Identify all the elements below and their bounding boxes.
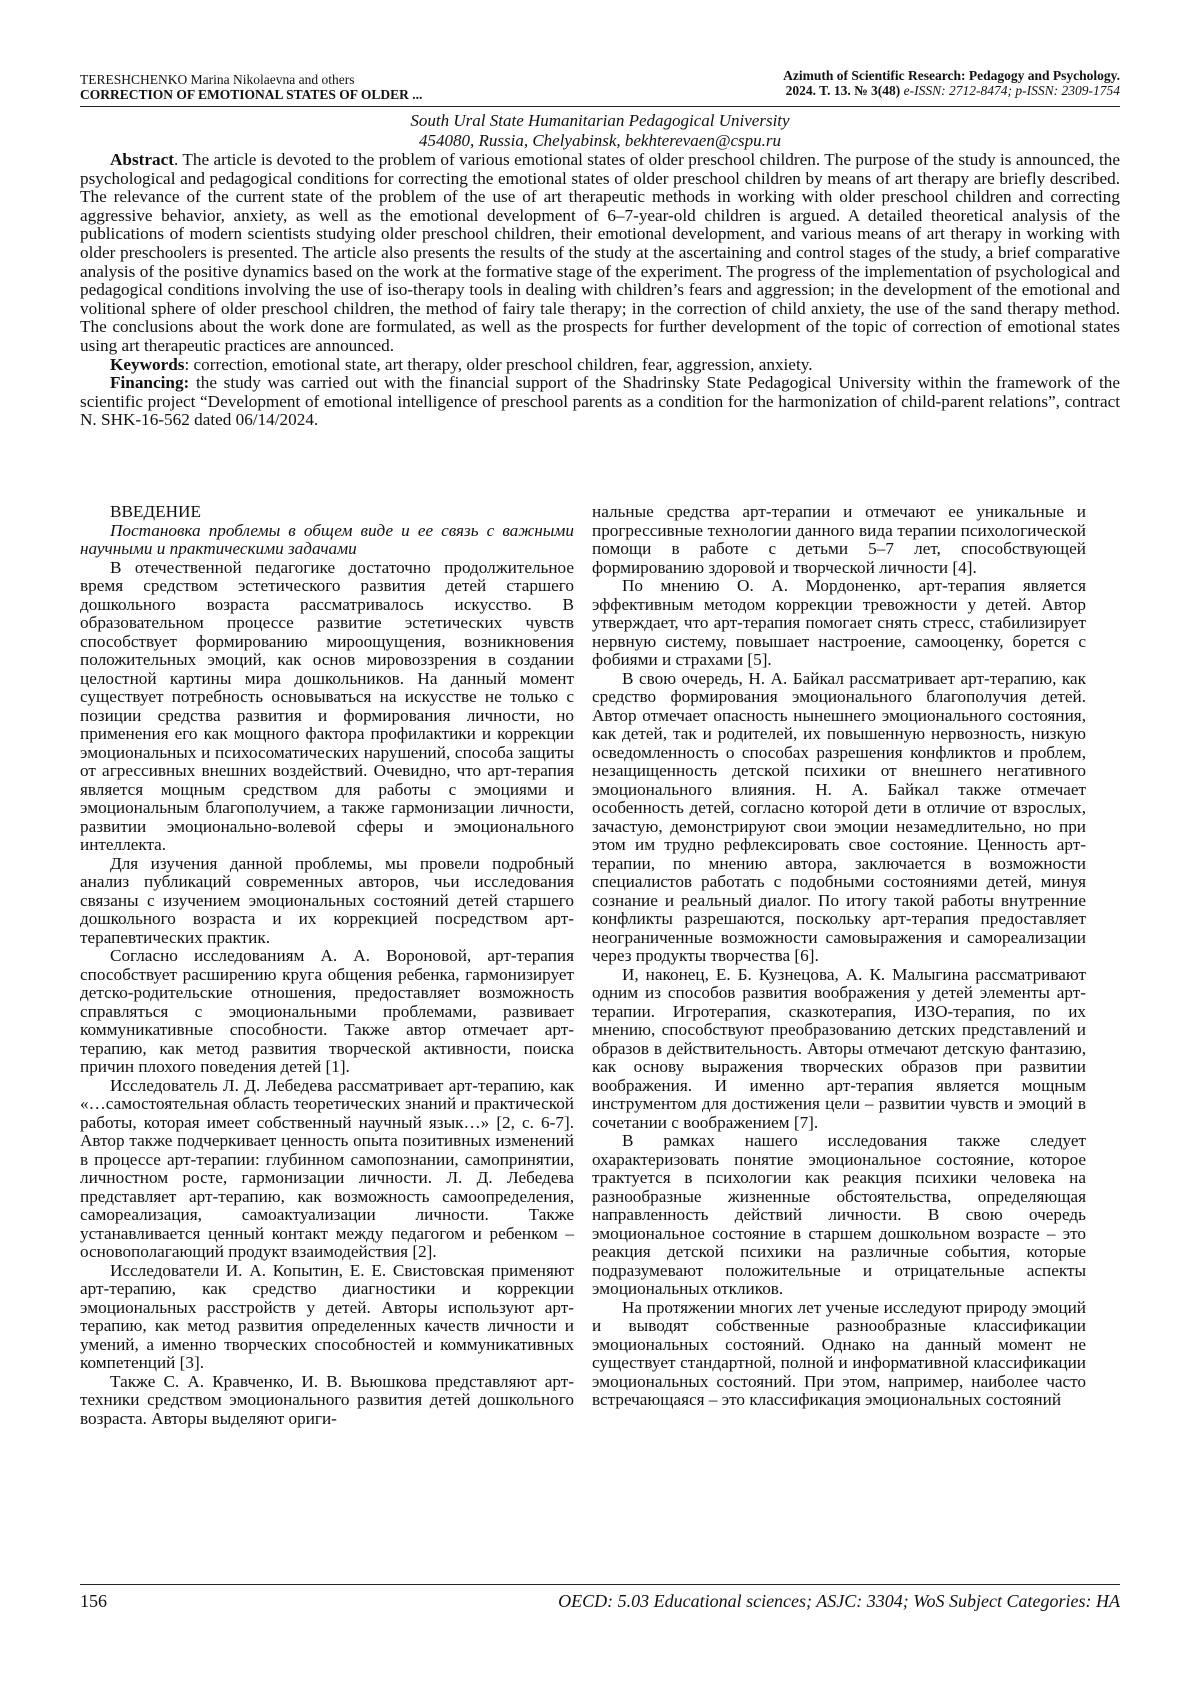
body-paragraph: В отечественной педагогике достаточно продолжительное время средством эстетического развития детей старшего дошкольного возраста рассматривалось искусство. В образовательном процессе развитие эстетических чувств способствует формированию мироощущения, возникновения положительных эмоций, как основ мировоззрения в создании целостной картины мира дошкольников. На данный момент существует потребность основываться на искусстве не только с позиции средства развития и формирования личности, но применения его как мощного фактора профилактики и коррекции эмоциональных и психосоматических нарушений, способа защиты от агрессивных внешних воздействий. Очевидно, что арт-терапия является мощным средством для работы с эмоциями и эмоциональным благополучием, а также гармонизации личности, развитии эмоционально-волевой сферы и эмоционального интеллекта. [80, 557, 574, 854]
body-paragraph: По мнению О. А. Мордоненко, арт-терапия является эффективным методом коррекции тревожности у детей. Автор утверждает, что арт-терапия помогает снять стресс, стабилизирует нервную систему, повышает настроение, самооценку, борется с фобиями и страхами [5]. [592, 576, 1086, 669]
abstract-paragraph [80, 151, 1120, 356]
body-paragraph: Согласно исследованиям А. А. Вороновой, арт-терапия способствует расширению круга общения ребенка, гармонизирует детско-родительские отношения, предоставляет возможность справляться с эмоциональными проблемами, развивает коммуникативные способности. Также автор отмечает арт-терапию, как метод развития творческой активности, поиска причин плохого поведения детей [1]. [80, 946, 574, 1076]
body-paragraph: И, наконец, Е. Б. Кузнецова, А. К. Малыгина рассматривают одним из способов развития воображения у детей элементы арт-терапии. Игротерапия, сказкотерапия, ИЗО-терапия, по их мнению, способствуют преобразованию детских представлений и образов в действительность. Авторы отмечают детскую фантазию, как основу выражения творческих образов при развитии воображения. И именно арт-терапия является мощным инструментом для достижения цели – развитии чувств и эмоций в сочетании с воображением [7]. [592, 964, 1086, 1132]
body-paragraph: На протяжении многих лет ученые исследуют природу эмоций и выводят собственные разнообразные классификации эмоциональных состояний. Однако на данный момент не существует стандартной, полной и информативной классификации эмоциональных состояний. При этом, например, наиболее часто встречающаяся – это классификация эмоциональных состояний [592, 1297, 1086, 1409]
page-number: 156 [80, 1591, 107, 1611]
header-left [80, 72, 422, 102]
header-article-title: CORRECTION OF EMOTIONAL STATES OF OLDER ... [80, 87, 423, 102]
body-column-right [592, 503, 1086, 1410]
body-paragraph-continued: нальные средства арт-терапии и отмечают ее уникальные и прогрессивные технологии данного вида терапии психологической помощи в работе с детьми 5–7 лет, способствующей формированию здоровой и творческой личности [4]. [592, 502, 1086, 577]
body-paragraph: Исследователь Л. Д. Лебедева рассматривает арт-терапию, как «…самостоятельная область теоретических знаний и практической работы, которая имеет собственный научный язык…» [2, с. 6-7]. Автор также подчеркивает ценность опыта позитивных изменений в процессе арт-терапии: глубинном самопознании, самопринятии, личностном росте, гармонизации личности. Л. Д. Лебедева представляет арт-терапию, как возможность самоопределения, самореализация, самоактуализации личности. Также устанавливается ценный контакт между педагогом и ребенком – основополагающий продукт взаимодействия [2]. [80, 1075, 574, 1261]
keywords-label: Keywords [110, 354, 185, 374]
header-volume: 2024. T. 13. № 3(48) [785, 83, 901, 98]
header-journal: Azimuth of Scientific Research: Pedagogy and Psychology. [783, 68, 1120, 83]
keywords-paragraph [80, 356, 1120, 375]
running-header [80, 66, 1120, 107]
page-footer [80, 1584, 1120, 1615]
keywords-text: : correction, emotional state, art therapy, older preschool children, fear, aggression, anxiety. [184, 354, 813, 374]
body-paragraph: Также С. А. Кравченко, И. В. Вьюшкова представляют арт-техники средством эмоционального развития детей дошкольного возраста. Авторы выделяют ориги- [80, 1371, 574, 1428]
header-authors: TERESHCHENKO Marina Nikolaevna and others [80, 72, 355, 87]
header-volume-line [783, 83, 1120, 98]
affiliation [80, 111, 1120, 151]
affiliation-university: South Ural State Humanitarian Pedagogical University [410, 111, 790, 130]
section-title: ВВЕДЕНИЕ [110, 502, 201, 521]
header-right [783, 68, 1120, 98]
header-issn: e-ISSN: 2712-8474; p-ISSN: 2309-1754 [903, 83, 1120, 98]
body-paragraph: Для изучения данной проблемы, мы провели подробный анализ публикаций современных авторов, чьи исследования связаны с изучением эмоциональных состояний детей старшего дошкольного возраста и их коррекцией посредством арт-терапевтических практик. [80, 853, 574, 947]
financing-paragraph [80, 374, 1120, 430]
abstract-block [80, 151, 1120, 430]
body-column-left [80, 503, 574, 1428]
abstract-text: . The article is devoted to the problem of various emotional states of older preschool children. The purpose of the study is announced, the psychological and pedagogical conditions for correcting the emotional states of older preschool children by means of art therapy are briefly described. The relevance of the current state of the problem of the use of art therapeutic methods in working with older preschool children and correcting aggressive behavior, anxiety, as well as the emotional development of 6–7-year-old children is argued. A detailed theoretical analysis of the publications of modern scientists studying older preschool children, their emotional development, and various means of art therapy in working with older preschoolers is presented. The article also presents the results of the study at the ascertaining and control stages of the study, a brief comparative analysis of the positive dynamics based on the work at the formative stage of the experiment. The progress of the implementation of psychological and pedagogical conditions involving the use of iso-therapy tools in dealing with children’s fears and aggression; in the development of the emotional and volitional sphere of older preschool children, the method of fairy tale therapy; in the correction of child anxiety, the use of the sand therapy method. The conclusions about the work done are formulated, as well as the prospects for further development of the topic of correction of emotional states using art therapeutic practices are announced. [80, 150, 1120, 355]
affiliation-address: 454080, Russia, Chelyabinsk, bekhterevaen@cspu.ru [418, 131, 782, 150]
section-subtitle: Постановка проблемы в общем виде и ее связь с важными научными и практическими задачами [80, 520, 574, 558]
footer-classification: OECD: 5.03 Educational sciences; ASJC: 3304; WoS Subject Categories: HA [558, 1591, 1120, 1611]
body-paragraph: В свою очередь, Н. А. Байкал рассматривает арт-терапию, как средство формирования эмоционального благополучия детей. Автор отмечает опасность нынешнего эмоционального состояния, как детей, так и родителей, их повышенную нервозность, низкую осведомленность о способах разрешения конфликтов и проблем, незащищенность детской психики от внешнего негативного эмоционального влияния. Н. А. Байкал также отмечает особенность детей, согласно которой дети в отличие от взрослых, зачастую, демонстрируют свои эмоции незамедлительно, но при этом им трудно рефлексировать свое состояние. Ценность арт-терапии, по мнению автора, заключается в возможности специалистов работать с подобными состояниями детей, минуя сознание и реальный диалог. По итогу такой работы внутренние конфликты разрешаются, поскольку арт-терапия предоставляет неограниченные возможности самовыражения и самореализации через продукты творчества [6]. [592, 668, 1086, 965]
body-paragraph: Исследователи И. А. Копытин, Е. Е. Свистовская применяют арт-терапию, как средство диагностики и коррекции эмоциональных расстройств у детей. Авторы используют арт-терапию, как метод развития определенных качеств личности и умений, а именно творческих способностей и коммуникативных компетенций [3]. [80, 1260, 574, 1372]
body-paragraph: В рамках нашего исследования также следует охарактеризовать понятие эмоциональное состояние, которое трактуется в психологии как реакция психики человека на разнообразные жизненные обстоятельства, определяющая направленность действий личности. В свою очередь эмоциональное состояние в старшем дошкольном возрасте – это реакция детской психики на различные события, которые подразумевают положительные и отрицательные аспекты эмоциональных откликов. [592, 1131, 1086, 1298]
financing-label: Financing: [110, 373, 190, 393]
abstract-label: Abstract [110, 150, 174, 169]
financing-text: the study was carried out with the financial support of the Shadrinsky State Pedagogical University within the framework of the scientific project “Development of emotional intelligence of preschool parents as a condition for the harmonization of child-parent relations”, contract N. SHK-16-562 dated 06/14/2024. [80, 373, 1120, 430]
